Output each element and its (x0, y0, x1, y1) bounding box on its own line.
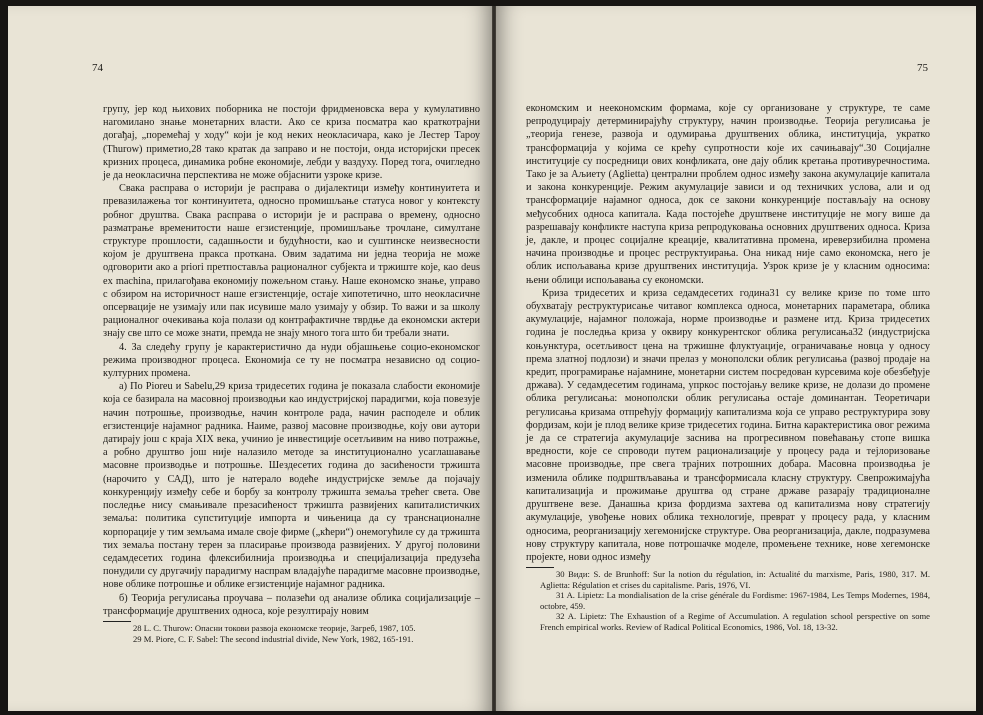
footnote: 29 M. Piore, C. F. Sabel: The second industrial divide, New York, 1982, 165-191. (133, 633, 414, 644)
body-text (526, 102, 930, 633)
footnote: 32 A. Lipietz: The Exhaustion of a Regime of Accumulation. A regulation school perspective on some French empirical works. Review of Radical Political Economics, 1986, Vol. 18, 13-32. (540, 611, 930, 633)
right-page (496, 6, 976, 711)
paragraph: 4. За следећу групу је карактеристично да нуди објашњење социо-економског режима производног процеса. Економија се ту не посматра независно од социо-културних промена. (103, 341, 480, 380)
footnote-divider (526, 567, 554, 568)
body-text (103, 103, 480, 644)
paragraph: а) По Pioreu и Sabelu,29 криза тридесетих година је показала слабости економије која се базирала на масовној производњи као индустријској парадигми, која повезује начин потрошње, производње, начин контроле рада, начин расподеле и облик егзистенције најамног радника. Наиме, развој масовне производње, коју ови аутори датирају још с краја XIX века, учинио је инвестиције осетљивим на ниво потражње, а робно друштво још није налазило методе за институционално усаглашавање масовне производње и потрошње. Шездесетих година до засићености тржишта (нарочито у САД), што је натерало водеће индустријске земље да појачају конкуренцију између себе и борбу за контролу тржишта земаља трећег света. Ове последње нису смањивале презасићеност тржишта развијених капиталистичких земаља: политика супституције импорта и чињеница да су транснационалне корпорације у тим земљама имале своје фирме („кћери“) онемогућиле су да тржишта тих земаља постану терен за пласирање производа развијених. У другој половини седамдесетих година флексибилнија производња и специјализација предузећа понудили су другачију парадигму наспрам владајуће парадигме масовне производње, нове облике потрошње и облике егзистенције најамног радника. (103, 381, 480, 591)
left-page (8, 6, 492, 711)
page-number: 75 (917, 62, 928, 74)
paragraph: б) Теорија регулисања проучава – полазећи од анализе облика социјализације – трансформације друштвених односа, које резултирају новим (103, 592, 480, 617)
footnote-divider (103, 621, 131, 622)
footnote: 30 Види: S. de Brunhoff: Sur la notion du régulation, in: Actualité du marxisme, Paris, 1980, 317. M. Aglietta: Régulation et crises du capitalisme. Paris, 1976, VI. (540, 569, 930, 590)
footnote: 28 L. C. Thurow: Опасни токови развоја економске теорије, Загреб, 1987, 105. (133, 622, 416, 633)
footnote: 31 A. Lipietz: La mondialisation de la crise générale du Fordisme: 1967-1984, Les Temps Modernes, 1984, octobre, 459. (540, 590, 930, 611)
paragraph: групу, јер код њихових поборника не постоји фридменовска вера у кумулативно нагомилано знање монетарних власти. Ако се криза посматра као краткотрајни догађај, „поремећај у ходу“ који је код неких неокласичара, како је Лестер Тароу (Thurow) приметио,28 тако кратак да заправо и не постоји, онда историјски пресек кризних процеса, динамика робне економије, лебди у ваздуху. Поред тога, очигледно је да неокласична перспектива не може објаснити узроке кризе. (103, 104, 480, 182)
paragraph: Криза тридесетих и криза седамдесетих година31 су велике кризе по томе што обухватају реструктурисање читавог комплекса односа, монетарних параметара, облика акумулације, најамног положаја, норме производње и размене итд. Криза тридесетих година је последња криза у оквиру конкурентског облика регулисања32 (индустријска коњунктура, осетљивост цена на тржишне флуктуације, ограничавање новца у односу према златној подлози) и значи прелаз у монополски облик регулисања (развој продаје на кредит, програмирање најамнине, монетарни систем посредован курсевима које обезбеђује држава). У седамдесетим годинама, упркос постојању велике кризе, не долази до промене облика регулисања: монополски облик регулисања остаје доминантан. Теоретичари регулисања кризама отпрећују формацију капитализма која се управо реструктурира зову фордизам, који је плод велике кризе тридесетих година. Битна карактеристика овог режима је да се стратегија акумулације заснива на прогресивном повећавању стопе вишка вредности, које се спроводи путем рационализације у процесу рада и тејлоризовање масовне производње, пре свега трајних потрошних добара. Масовна производња је изменила облике подрштвљавања и трансформисала класну структуру. Свепрожимајућа капитализација и прожимање друштва од стране државе разарају традиционалне друштвене везе. Данашња криза фордизма захтева од капитализма нову стратегију акумулације, увођење нових облика технологије, преврат у процесу рада, у класним односима, реорганизацију хегемонијске структуре. Ова реорганизација, дакле, подразумева нову структуру капитала, нове потрошачке моделе, промењене технике, нове хегемонске пројекте, нови однос између (526, 287, 930, 563)
paragraph: Свака расправа о историји је расправа о дијалектици између континуитета и превазилажења тог континуитета, односно промишљање статуса новог у контексту робног друштва. Свака расправа о историји је и расправа о времену, односно разматрање временитости наше егзистенције, промишљање трочлане, симултане структуре прошлости, садашњости и будућности, као и суштинске неизвесности којом је друштвена пракса проткана. Овим задатима ни једна теорија не може одговорити ако а priori претпоставља рационалног субјекта и тржиште које, као deus ex machina, прилагођава економију пожељном стању. Наше економско знање, управо с обзиром на историчност наше егзистенције, остаје хипотетичнo, што неокласичне опсервације не узимају или пак исувише мало узимају у обзир. То важи и за школу рационалног очекивања која полази од контрафактичне тврдње да економски актери знају све што се може знати, премда не знају много тога што би требали знати. (103, 183, 480, 340)
paragraph: економским и неекономским формама, које су организоване у структуре, те саме репродуцирају детерминирајућу структуру, начин производње. Теорија регулисања је „теорија генезе, развоја и одумирања друштвених облика, институција, укратко трансформација у којима се крећу супротности које их сачињавају“.30 Социјалне институције су посредници ових конфликата, оне дају облик кретања противуречностима. Тако је за Аљиету (Aglietta) централни проблем однос између закона акумулације капитала и закона конкуренције. Режим акумулације зависи и од техничких услова, али и од трансформације најамног односа, док се закони конкуренције постављају на основу међусобних односа капитала. Када постојеће друштвене институције не могу више да разрешавају конфликте наступа криза репродуковања основних друштвених односа. Криза је, дакле, и процес социјалне креације, квалитативна промена, иреверзибилна промена начина производње и процес реструктуирања. Она никад није само економска, него је облик испољавања кризе друштвених институција. Узрок кризе је у класним односима: њени облици испољавања су економски. (526, 103, 930, 286)
page-number: 74 (92, 62, 103, 74)
